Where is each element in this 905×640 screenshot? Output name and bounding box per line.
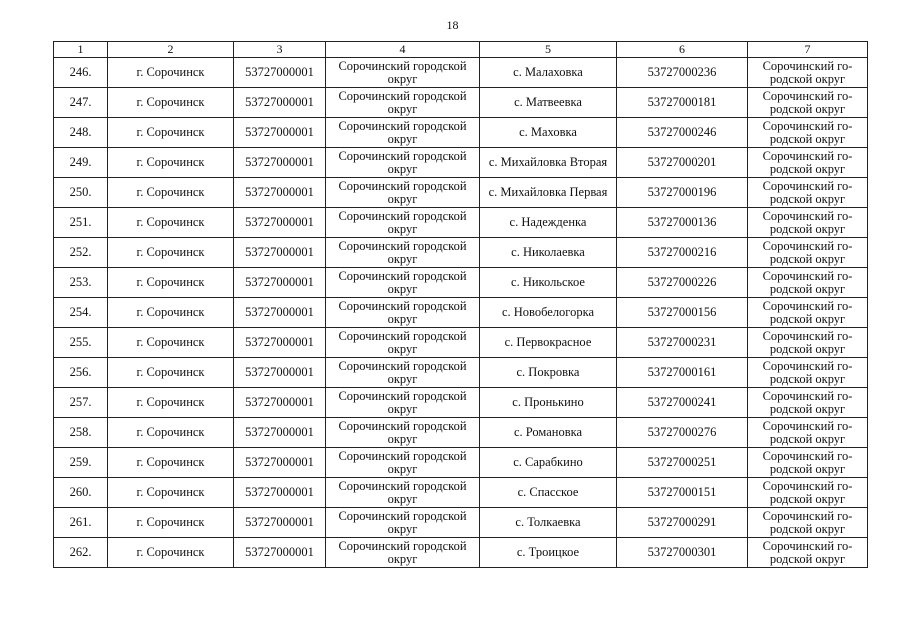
settlement-cell: с. Надежденка bbox=[480, 208, 617, 238]
district-cell: Сорочинский городской округ bbox=[326, 478, 480, 508]
row-number-cell: 259. bbox=[54, 448, 108, 478]
table-row bbox=[54, 58, 868, 88]
district-cell: Сорочинский городской округ bbox=[326, 178, 480, 208]
district-cell: Сорочинский городской округ bbox=[326, 58, 480, 88]
table-row bbox=[54, 88, 868, 118]
table-row bbox=[54, 268, 868, 298]
city-cell: г. Сорочинск bbox=[108, 148, 234, 178]
settlement-cell: с. Матвеевка bbox=[480, 88, 617, 118]
settlement-code-cell: 53727000201 bbox=[617, 148, 748, 178]
table-row bbox=[54, 388, 868, 418]
column-header: 1 bbox=[54, 42, 108, 58]
city-cell: г. Сорочинск bbox=[108, 538, 234, 568]
settlement-code-cell: 53727000181 bbox=[617, 88, 748, 118]
district-cell: Сорочинский городской округ bbox=[326, 388, 480, 418]
column-header: 7 bbox=[748, 42, 868, 58]
row-number-cell: 246. bbox=[54, 58, 108, 88]
city-code-cell: 53727000001 bbox=[234, 238, 326, 268]
city-code-cell: 53727000001 bbox=[234, 118, 326, 148]
okrug-cell: Сорочинский го-родской округ bbox=[748, 478, 868, 508]
column-header: 2 bbox=[108, 42, 234, 58]
settlement-code-cell: 53727000151 bbox=[617, 478, 748, 508]
settlement-cell: с. Никольское bbox=[480, 268, 617, 298]
row-number-cell: 258. bbox=[54, 418, 108, 448]
settlement-cell: с. Спасское bbox=[480, 478, 617, 508]
row-number-cell: 252. bbox=[54, 238, 108, 268]
okrug-cell: Сорочинский го-родской округ bbox=[748, 208, 868, 238]
okrug-cell: Сорочинский го-родской округ bbox=[748, 418, 868, 448]
table-row bbox=[54, 298, 868, 328]
district-cell: Сорочинский городской округ bbox=[326, 328, 480, 358]
city-code-cell: 53727000001 bbox=[234, 328, 326, 358]
settlement-code-cell: 53727000291 bbox=[617, 508, 748, 538]
city-cell: г. Сорочинск bbox=[108, 268, 234, 298]
city-cell: г. Сорочинск bbox=[108, 388, 234, 418]
table-row bbox=[54, 208, 868, 238]
settlement-code-cell: 53727000231 bbox=[617, 328, 748, 358]
settlements-table bbox=[53, 41, 868, 568]
column-header: 5 bbox=[480, 42, 617, 58]
table-row bbox=[54, 508, 868, 538]
city-cell: г. Сорочинск bbox=[108, 508, 234, 538]
settlement-cell: с. Романовка bbox=[480, 418, 617, 448]
row-number-cell: 257. bbox=[54, 388, 108, 418]
okrug-cell: Сорочинский го-родской округ bbox=[748, 118, 868, 148]
row-number-cell: 256. bbox=[54, 358, 108, 388]
column-header: 3 bbox=[234, 42, 326, 58]
settlement-cell: с. Новобелогорка bbox=[480, 298, 617, 328]
city-cell: г. Сорочинск bbox=[108, 208, 234, 238]
city-cell: г. Сорочинск bbox=[108, 298, 234, 328]
table-row bbox=[54, 178, 868, 208]
row-number-cell: 249. bbox=[54, 148, 108, 178]
city-code-cell: 53727000001 bbox=[234, 268, 326, 298]
city-code-cell: 53727000001 bbox=[234, 208, 326, 238]
city-code-cell: 53727000001 bbox=[234, 388, 326, 418]
city-code-cell: 53727000001 bbox=[234, 298, 326, 328]
settlement-cell: с. Сарабкино bbox=[480, 448, 617, 478]
row-number-cell: 250. bbox=[54, 178, 108, 208]
okrug-cell: Сорочинский го-родской округ bbox=[748, 538, 868, 568]
row-number-cell: 254. bbox=[54, 298, 108, 328]
settlement-cell: с. Толкаевка bbox=[480, 508, 617, 538]
okrug-cell: Сорочинский го-родской округ bbox=[748, 148, 868, 178]
settlement-code-cell: 53727000226 bbox=[617, 268, 748, 298]
okrug-cell: Сорочинский го-родской округ bbox=[748, 388, 868, 418]
row-number-cell: 251. bbox=[54, 208, 108, 238]
district-cell: Сорочинский городской округ bbox=[326, 538, 480, 568]
settlement-cell: с. Покровка bbox=[480, 358, 617, 388]
city-cell: г. Сорочинск bbox=[108, 328, 234, 358]
district-cell: Сорочинский городской округ bbox=[326, 298, 480, 328]
city-cell: г. Сорочинск bbox=[108, 178, 234, 208]
table-row bbox=[54, 358, 868, 388]
district-cell: Сорочинский городской округ bbox=[326, 358, 480, 388]
settlement-code-cell: 53727000251 bbox=[617, 448, 748, 478]
city-cell: г. Сорочинск bbox=[108, 448, 234, 478]
row-number-cell: 255. bbox=[54, 328, 108, 358]
okrug-cell: Сорочинский го-родской округ bbox=[748, 238, 868, 268]
settlement-code-cell: 53727000246 bbox=[617, 118, 748, 148]
settlement-cell: с. Троицкое bbox=[480, 538, 617, 568]
settlement-code-cell: 53727000216 bbox=[617, 238, 748, 268]
settlement-code-cell: 53727000276 bbox=[617, 418, 748, 448]
okrug-cell: Сорочинский го-родской округ bbox=[748, 58, 868, 88]
table-row bbox=[54, 538, 868, 568]
city-code-cell: 53727000001 bbox=[234, 358, 326, 388]
okrug-cell: Сорочинский го-родской округ bbox=[748, 448, 868, 478]
city-code-cell: 53727000001 bbox=[234, 58, 326, 88]
table-row bbox=[54, 418, 868, 448]
settlement-code-cell: 53727000236 bbox=[617, 58, 748, 88]
district-cell: Сорочинский городской округ bbox=[326, 238, 480, 268]
settlement-cell: с. Михайловка Первая bbox=[480, 178, 617, 208]
district-cell: Сорочинский городской округ bbox=[326, 148, 480, 178]
city-cell: г. Сорочинск bbox=[108, 238, 234, 268]
okrug-cell: Сорочинский го-родской округ bbox=[748, 178, 868, 208]
settlement-cell: с. Пронькино bbox=[480, 388, 617, 418]
district-cell: Сорочинский городской округ bbox=[326, 418, 480, 448]
district-cell: Сорочинский городской округ bbox=[326, 508, 480, 538]
row-number-cell: 260. bbox=[54, 478, 108, 508]
district-cell: Сорочинский городской округ bbox=[326, 118, 480, 148]
settlement-cell: с. Первокрасное bbox=[480, 328, 617, 358]
header-row bbox=[54, 42, 868, 58]
table-row bbox=[54, 118, 868, 148]
settlement-cell: с. Малаховка bbox=[480, 58, 617, 88]
table-row bbox=[54, 238, 868, 268]
table-row bbox=[54, 328, 868, 358]
city-cell: г. Сорочинск bbox=[108, 58, 234, 88]
okrug-cell: Сорочинский го-родской округ bbox=[748, 88, 868, 118]
settlement-code-cell: 53727000136 bbox=[617, 208, 748, 238]
row-number-cell: 248. bbox=[54, 118, 108, 148]
table-row bbox=[54, 478, 868, 508]
city-code-cell: 53727000001 bbox=[234, 448, 326, 478]
district-cell: Сорочинский городской округ bbox=[326, 268, 480, 298]
okrug-cell: Сорочинский го-родской округ bbox=[748, 268, 868, 298]
row-number-cell: 247. bbox=[54, 88, 108, 118]
okrug-cell: Сорочинский го-родской округ bbox=[748, 298, 868, 328]
city-cell: г. Сорочинск bbox=[108, 358, 234, 388]
settlement-cell: с. Маховка bbox=[480, 118, 617, 148]
page-number: 18 bbox=[446, 18, 459, 32]
city-cell: г. Сорочинск bbox=[108, 88, 234, 118]
city-code-cell: 53727000001 bbox=[234, 88, 326, 118]
district-cell: Сорочинский городской округ bbox=[326, 448, 480, 478]
settlement-code-cell: 53727000161 bbox=[617, 358, 748, 388]
settlement-cell: с. Николаевка bbox=[480, 238, 617, 268]
city-code-cell: 53727000001 bbox=[234, 418, 326, 448]
city-cell: г. Сорочинск bbox=[108, 418, 234, 448]
settlement-cell: с. Михайловка Вторая bbox=[480, 148, 617, 178]
table-body bbox=[54, 58, 868, 568]
row-number-cell: 261. bbox=[54, 508, 108, 538]
city-cell: г. Сорочинск bbox=[108, 478, 234, 508]
city-cell: г. Сорочинск bbox=[108, 118, 234, 148]
okrug-cell: Сорочинский го-родской округ bbox=[748, 358, 868, 388]
city-code-cell: 53727000001 bbox=[234, 478, 326, 508]
settlement-code-cell: 53727000241 bbox=[617, 388, 748, 418]
settlement-code-cell: 53727000301 bbox=[617, 538, 748, 568]
city-code-cell: 53727000001 bbox=[234, 178, 326, 208]
city-code-cell: 53727000001 bbox=[234, 148, 326, 178]
row-number-cell: 253. bbox=[54, 268, 108, 298]
district-cell: Сорочинский городской округ bbox=[326, 208, 480, 238]
okrug-cell: Сорочинский го-родской округ bbox=[748, 508, 868, 538]
city-code-cell: 53727000001 bbox=[234, 538, 326, 568]
settlement-code-cell: 53727000156 bbox=[617, 298, 748, 328]
table-row bbox=[54, 148, 868, 178]
settlement-code-cell: 53727000196 bbox=[617, 178, 748, 208]
city-code-cell: 53727000001 bbox=[234, 508, 326, 538]
district-cell: Сорочинский городской округ bbox=[326, 88, 480, 118]
okrug-cell: Сорочинский го-родской округ bbox=[748, 328, 868, 358]
table-row bbox=[54, 448, 868, 478]
column-header: 4 bbox=[326, 42, 480, 58]
column-header: 6 bbox=[617, 42, 748, 58]
row-number-cell: 262. bbox=[54, 538, 108, 568]
